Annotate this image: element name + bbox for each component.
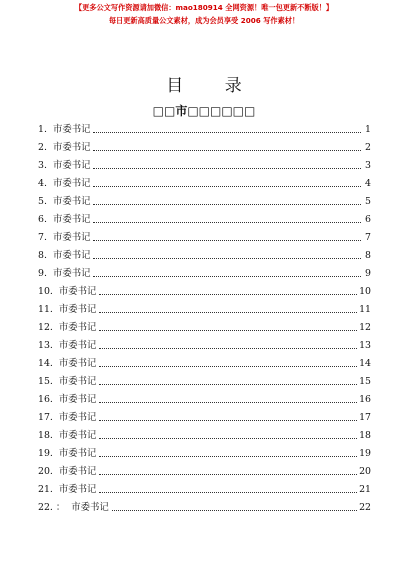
toc-entry[interactable] [38,190,371,208]
toc-entry-number: 8. [38,250,47,261]
dot-leader [99,311,357,313]
toc-entry-label: 市委书记 [58,358,97,369]
toc-entry-label: 市委书记 [52,178,91,189]
toc-entry-number: 11. [38,304,53,315]
toc-entry-page-number: 4 [365,178,371,189]
toc-entry-label: 市委书记 [58,430,97,441]
dot-leader [99,455,357,457]
toc-entry[interactable] [38,478,371,496]
dot-leader [93,239,361,241]
toc-entry-label: 市委书记 [58,448,97,459]
toc-entry[interactable] [38,424,371,442]
toc-entry-label: 市委书记 [58,484,97,495]
toc-entry[interactable] [38,226,371,244]
toc-entry-number: 22. ： [38,502,66,513]
dot-leader [99,347,357,349]
toc-entry-label: 市委书记 [52,160,91,171]
toc-entry[interactable] [38,316,371,334]
toc-entry-number: 16. [38,394,53,405]
toc-entry-number: 17. [38,412,53,423]
dot-leader [93,257,361,259]
toc-entry-number: 12. [38,322,53,333]
dot-leader [99,419,357,421]
promo-banner-line-1: 【更多公文写作资源请加微信：mao180914 全网资源！唯一包更新不断版！】 [74,3,334,12]
dot-leader [93,203,361,205]
dot-leader [99,383,357,385]
dot-leader [99,329,357,331]
toc-entry-number: 6. [38,214,47,225]
dot-leader [112,509,357,511]
toc-entry-page-number: 21 [359,484,371,495]
toc-entry-label: 市委书记 [52,214,91,225]
toc-entry-number: 18. [38,430,53,441]
toc-entry[interactable] [38,154,371,172]
toc-entry-page-number: 2 [365,142,371,153]
toc-entry-label: 市委书记 [58,466,97,477]
promo-banner-line-2: 每日更新高质量公文素材，成为会员享受 2006 写作素材！ [108,16,300,25]
toc-entry-page-number: 17 [359,412,371,423]
toc-entry-number: 15. [38,376,53,387]
toc-entry[interactable] [38,208,371,226]
toc-entry-number: 14. [38,358,53,369]
toc-entry[interactable] [38,244,371,262]
dot-leader [93,185,361,187]
toc-entry-page-number: 7 [365,232,371,243]
toc-entry-label: 市委书记 [52,142,91,153]
toc-entry-page-number: 9 [365,268,371,279]
toc-entry[interactable] [38,496,371,514]
toc-entry-page-number: 3 [365,160,371,171]
toc-entry[interactable] [38,370,371,388]
dot-leader [99,473,357,475]
toc-entry-page-number: 11 [359,304,371,315]
toc-entry-number: 3. [38,160,47,171]
toc-entry-number: 21. [38,484,53,495]
toc-entry[interactable] [38,118,371,136]
toc-entry-label: 市委书记 [52,196,91,207]
toc-entry-page-number: 12 [359,322,371,333]
toc-entry-number: 10. [38,286,53,297]
toc-entry-number: 20. [38,466,53,477]
toc-entry-page-number: 13 [359,340,371,351]
dot-leader [93,131,361,133]
toc-entry[interactable] [38,280,371,298]
toc-entry-number: 2. [38,142,47,153]
dot-leader [99,401,357,403]
toc-entry-label: 市委书记 [58,376,97,387]
page-title: 目 录 [166,76,260,96]
toc-entry[interactable] [38,442,371,460]
toc-entry-label: 市委书记 [58,340,97,351]
toc-entry-label: 市委书记 [58,304,97,315]
toc-entry-number: 1. [38,124,47,135]
toc-entry-label: 市委书记 [52,268,91,279]
toc-entry-page-number: 22 [359,502,371,513]
toc-entry-number: 19. [38,448,53,459]
toc-entry-page-number: 15 [359,376,371,387]
toc-entry-page-number: 8 [365,250,371,261]
dot-leader [93,275,361,277]
dot-leader [99,293,357,295]
toc-entry-label: 市委书记 [58,286,97,297]
dot-leader [99,365,357,367]
toc-entry[interactable] [38,334,371,352]
toc-entry-number: 9. [38,268,47,279]
toc-entry-number: 7. [38,232,47,243]
toc-entry[interactable] [38,460,371,478]
toc-entry-number: 5. [38,196,47,207]
toc-entry[interactable] [38,298,371,316]
toc-entry-page-number: 18 [359,430,371,441]
dot-leader [93,149,361,151]
document-subtitle: □□市□□□□□□ [152,104,256,118]
toc-entry[interactable] [38,262,371,280]
toc-entry-page-number: 14 [359,358,371,369]
toc-entry-label: 市委书记 [58,394,97,405]
dot-leader [99,491,357,493]
toc-entry-number: 4. [38,178,47,189]
toc-entry[interactable] [38,136,371,154]
dot-leader [99,437,357,439]
toc-entry-label: 市委书记 [71,502,109,513]
toc-entry-page-number: 10 [359,286,371,297]
table-of-contents [38,118,371,514]
toc-entry[interactable] [38,172,371,190]
toc-entry-label: 市委书记 [58,322,97,333]
dot-leader [93,221,361,223]
dot-leader [93,167,361,169]
toc-entry-label: 市委书记 [52,250,91,261]
toc-entry-page-number: 1 [365,124,371,135]
toc-entry[interactable] [38,352,371,370]
toc-entry-page-number: 6 [365,214,371,225]
toc-entry-label: 市委书记 [52,124,91,135]
toc-entry-page-number: 16 [359,394,371,405]
toc-entry-page-number: 5 [365,196,371,207]
toc-entry-page-number: 19 [359,448,371,459]
toc-entry[interactable] [38,388,371,406]
toc-entry-page-number: 20 [359,466,371,477]
toc-entry[interactable] [38,406,371,424]
toc-entry-label: 市委书记 [52,232,91,243]
toc-entry-label: 市委书记 [58,412,97,423]
toc-entry-number: 13. [38,340,53,351]
